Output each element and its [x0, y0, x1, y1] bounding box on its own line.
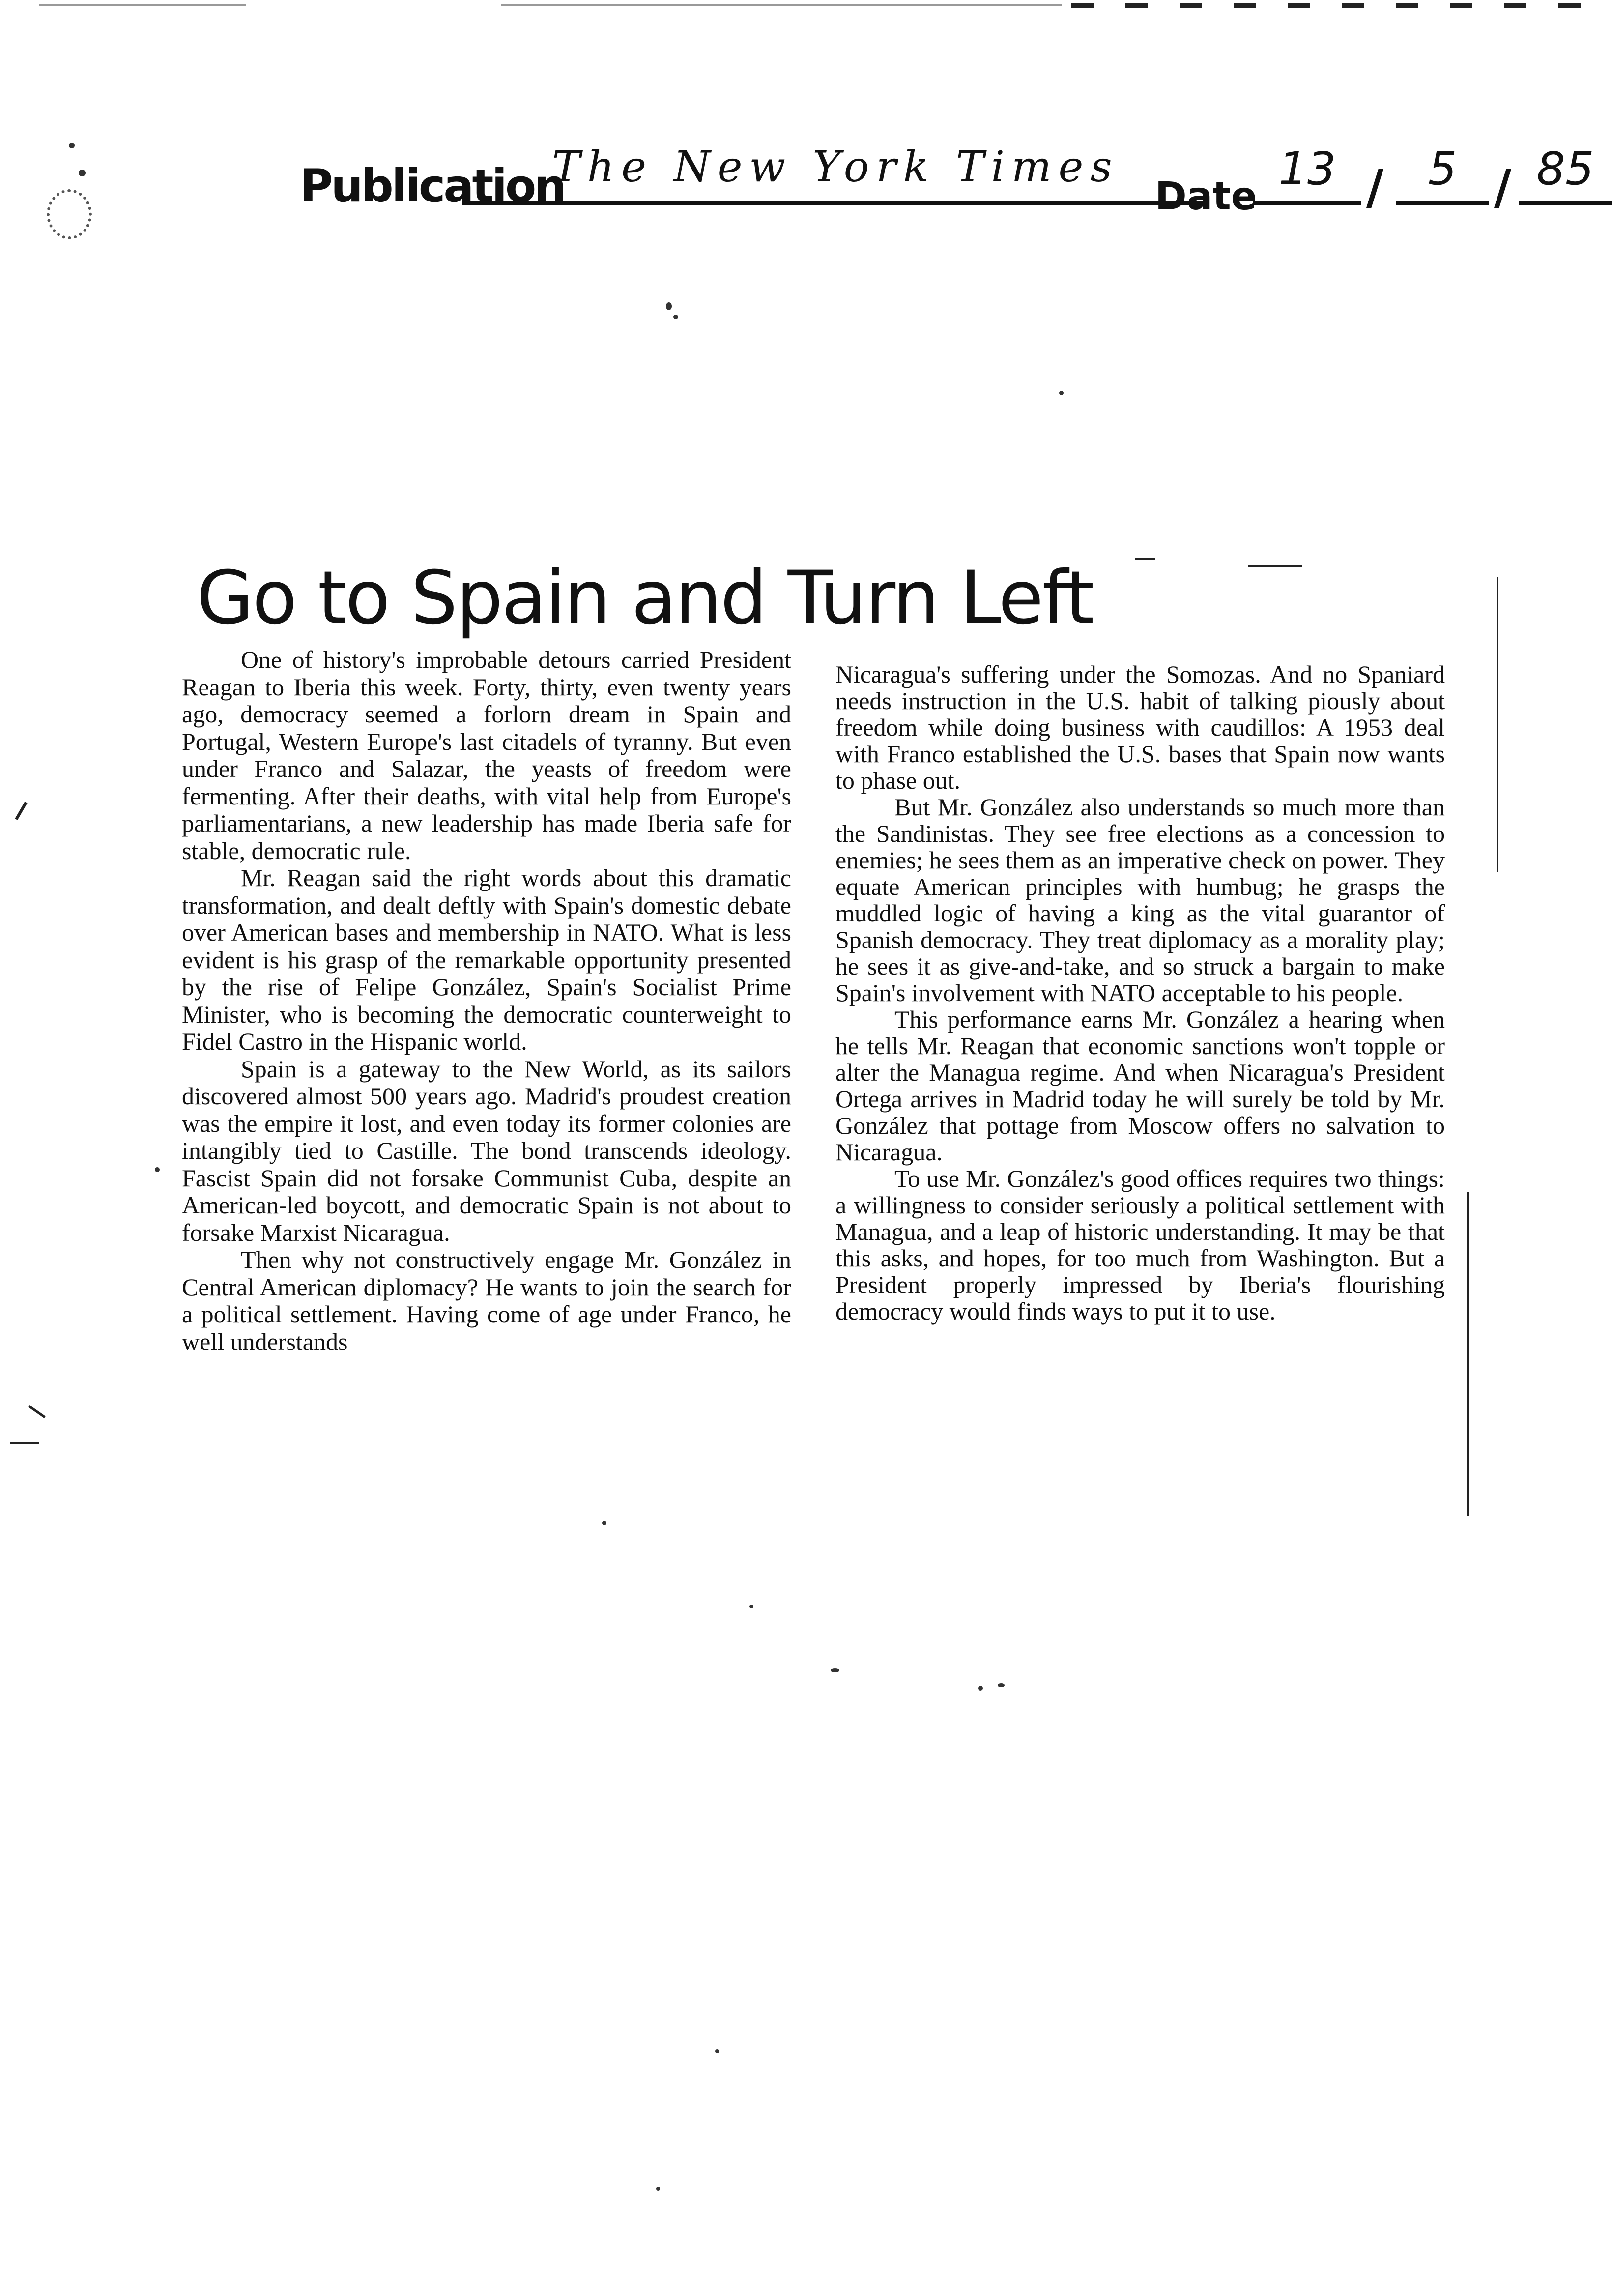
- speck-mark: [1059, 391, 1064, 395]
- article-paragraph: One of history's improbable detours carried President Reagan to Iberia this week. Forty, thirty, even twenty years ago, democracy seemed a forlorn dream in Spain and Portugal, Western Europe's last citadels of tyranny. But even under Franco and Salazar, the yeasts of freedom were fermenting. After their deaths, with vital help from Europe's parliamentarians, a new leadership has made Iberia safe for stable, democratic rule.: [182, 646, 791, 864]
- date-month: 5: [1396, 143, 1489, 205]
- scan-top-edge-line: [39, 4, 246, 6]
- clipping-right-edge-line: [1497, 577, 1498, 872]
- article-paragraph: Spain is a gateway to the New World, as its sailors discovered almost 500 years ago. Madrid's proudest creation was the empire it lost, and even today its former colonies are intangibly tied to Castille. The bond transcends ideology. Fascist Spain did not forsake Communist Cuba, despite an American-led boycott, and democratic Spain is not about to forsake Marxist Nicaragua.: [182, 1055, 791, 1246]
- speck-mark: [978, 1686, 983, 1691]
- speck-mark: [602, 1521, 606, 1525]
- speck-mark: [155, 1167, 160, 1172]
- speck-mark: [656, 2187, 660, 2191]
- article-right-column: [835, 661, 1445, 1324]
- clipping-right-edge-line-2: [1467, 1192, 1469, 1516]
- speck-mark: [69, 143, 75, 148]
- article-paragraph: But Mr. González also understands so much more than the Sandinistas. They see free elections as a concession to enemies; he sees them as an imperative check on power. They equate American principles with humbug; he grasps the muddled logic of having a king as the vital guarantor of Spanish democracy. They treat diplomacy as a morality play; he sees it as give-and-take, and so struck a bargain to make Spain's involvement with NATO acceptable to his people.: [835, 793, 1445, 1006]
- margin-mark: [10, 1442, 39, 1444]
- date-label: Date: [1155, 174, 1257, 219]
- binder-hole-mark: [47, 189, 92, 239]
- date-separator: /: [1366, 160, 1384, 215]
- scan-top-edge-line-2: [501, 4, 1062, 6]
- article-left-column: [182, 646, 791, 1355]
- margin-mark: [15, 802, 27, 820]
- speck-mark: [998, 1683, 1005, 1687]
- scan-top-dash-marks: [1071, 3, 1592, 8]
- speck-mark: [715, 2049, 719, 2053]
- article-paragraph-continuation: Nicaragua's suffering under the Somozas. And no Spaniard needs instruction in the U.S. habit of talking piously about freedom while doing business with caudillos: A 1953 deal with Franco established the U.S. bases that Spain now wants to phase out.: [835, 660, 1445, 794]
- speck-mark: [79, 170, 86, 176]
- speck-mark: [749, 1605, 753, 1608]
- article-paragraph: Mr. Reagan said the right words about this dramatic transformation, and dealt deftly with Spain's domestic debate over American bases and membership in NATO. What is less evident is his grasp of the remarkable opportunity presented by the rise of Felipe González, Spain's Socialist Prime Minister, who is becoming the democratic counterweight to Fidel Castro in the Hispanic world.: [182, 864, 791, 1055]
- publication-label: Publication: [300, 160, 565, 212]
- margin-mark: [28, 1405, 46, 1418]
- clipping-header: [290, 133, 1612, 226]
- article-paragraph: Then why not constructively engage Mr. González in Central American diplomacy? He wants to join the search for a political settlement. Having come of age under Franco, he well understands: [182, 1246, 791, 1355]
- date-separator: /: [1494, 160, 1512, 215]
- date-year: 85: [1519, 143, 1612, 205]
- date-day: 13: [1253, 143, 1361, 205]
- speck-mark: [673, 315, 678, 319]
- speck-mark: [831, 1668, 839, 1672]
- publication-name: The New York Times: [462, 143, 1209, 205]
- article-paragraph: This performance earns Mr. González a hearing when he tells Mr. Reagan that economic sanctions won't topple or alter the Managua regime. And when Nicaragua's President Ortega arrives in Madrid today he will surely be told by Mr. González that pottage from Moscow offers no salvation to Nicaragua.: [835, 1005, 1445, 1166]
- scan-dash-right: [1248, 565, 1302, 567]
- article-headline: Go to Spain and Turn Left: [197, 555, 1093, 641]
- article-paragraph: To use Mr. González's good offices requires two things: a willingness to consider seriously a political settlement with Managua, and a leap of historic understanding. It may be that this asks, and hopes, for too much from Washington. But a President properly impressed by Iberia's flourishing democracy would finds ways to put it to use.: [835, 1165, 1445, 1325]
- speck-mark: [666, 302, 672, 310]
